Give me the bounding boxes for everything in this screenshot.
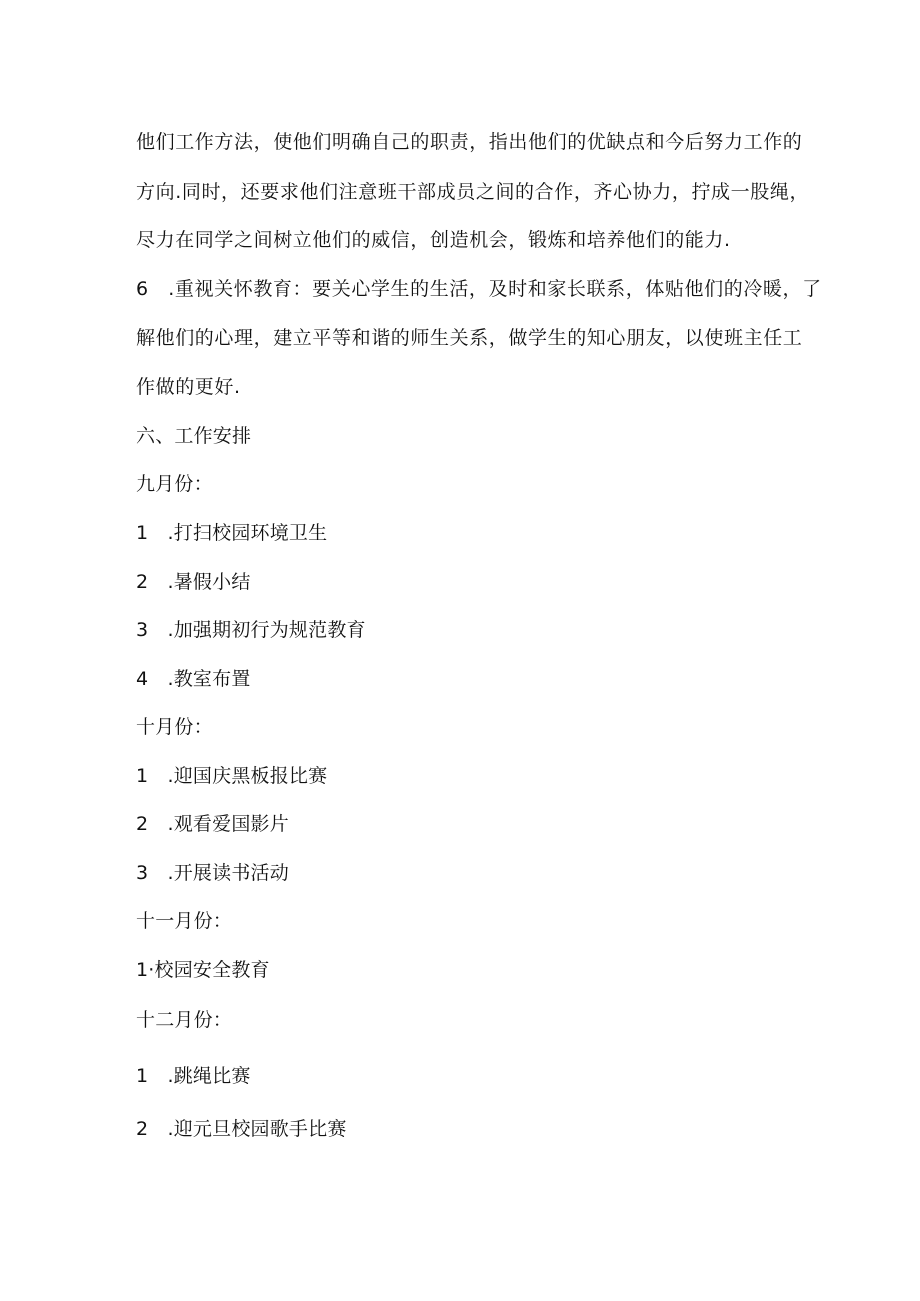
list-item: 3 .开展读书活动 — [136, 862, 289, 884]
paragraph-line: 6 .重视关怀教育：要关心学生的生活，及时和家长联系，体贴他们的冷暖，了 — [136, 278, 822, 300]
paragraph-line: 解他们的心理，建立平等和谐的师生关系，做学生的知心朋友，以使班主任工 — [136, 327, 803, 349]
list-item: 2 .暑假小结 — [136, 571, 251, 593]
section-heading: 六、工作安排 — [136, 425, 252, 447]
list-item: 1 .迎国庆黑板报比赛 — [136, 765, 328, 787]
list-item: 2 .迎元旦校园歌手比赛 — [136, 1118, 347, 1140]
list-item: 1 .跳绳比赛 — [136, 1065, 251, 1087]
list-item: 3 .加强期初行为规范教育 — [136, 619, 366, 641]
month-label-october: 十月份： — [136, 716, 213, 738]
list-item: 4 .教室布置 — [136, 668, 251, 690]
paragraph-line: 他们工作方法，使他们明确自己的职责，指出他们的优缺点和今后努力工作的 — [136, 131, 803, 153]
paragraph-line: 方向.同时，还要求他们注意班干部成员之间的合作，齐心协力，拧成一股绳， — [136, 181, 810, 203]
paragraph-line: 尽力在同学之间树立他们的威信，创造机会，锻炼和培养他们的能力. — [136, 229, 731, 251]
month-label-september: 九月份： — [136, 473, 213, 495]
month-label-november: 十一月份： — [136, 910, 233, 932]
paragraph-line: 作做的更好. — [136, 376, 241, 398]
list-item: 2 .观看爱国影片 — [136, 813, 289, 835]
month-label-december: 十二月份： — [136, 1009, 233, 1031]
list-item: 1 .打扫校园环境卫生 — [136, 522, 328, 544]
list-item: 1·校园安全教育 — [136, 959, 270, 981]
